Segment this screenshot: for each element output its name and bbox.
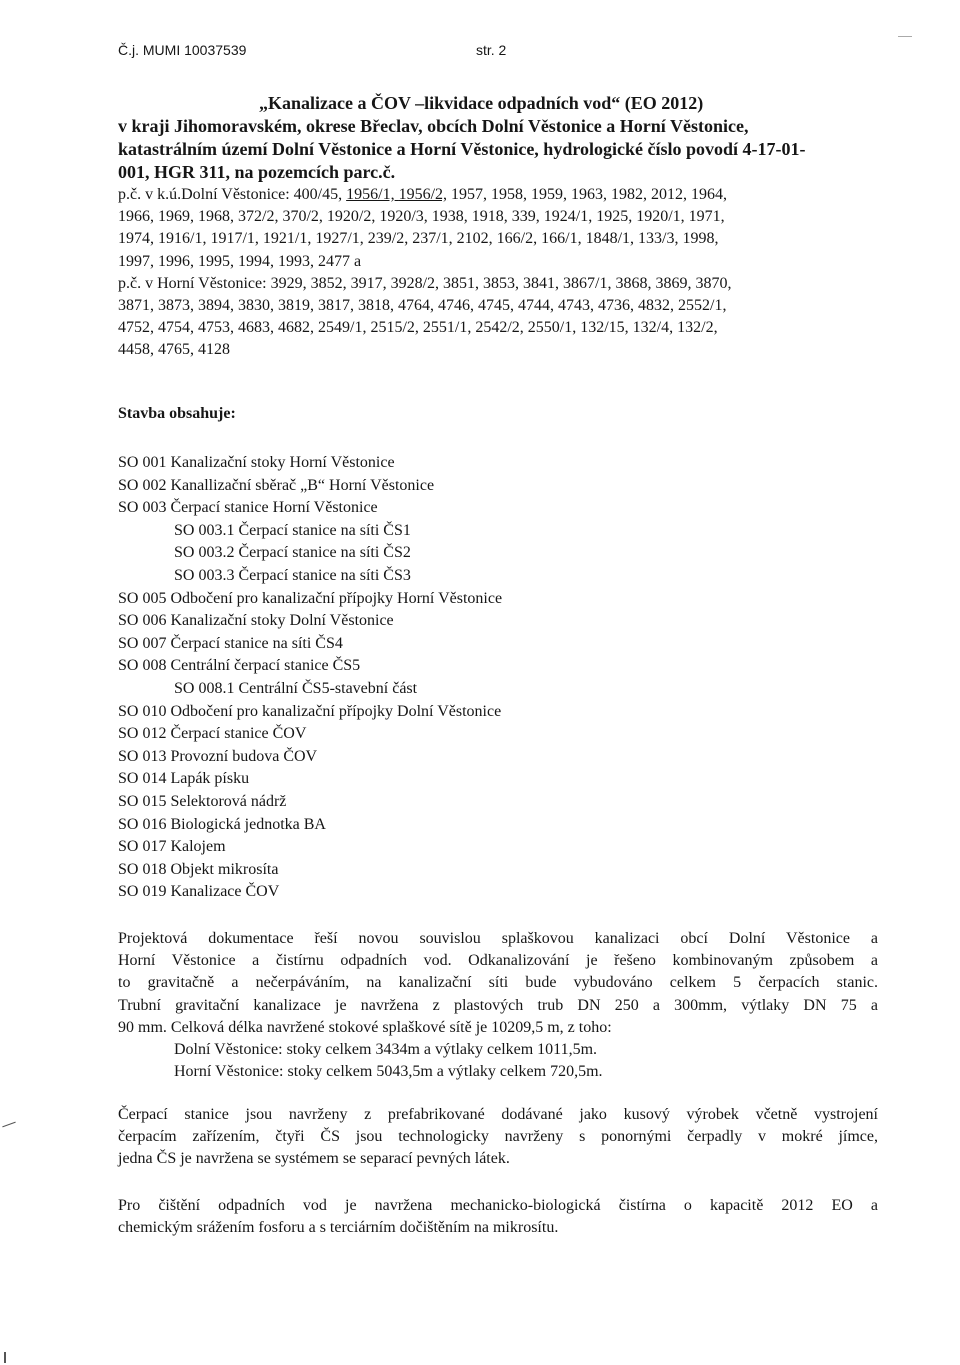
construction-object-list xyxy=(118,452,502,904)
title-line: katastrálním území Dolní Věstonice a Horní Věstonice, hydrologické číslo povodí 4-17-01- xyxy=(118,139,806,159)
document-title xyxy=(118,92,888,184)
list-item: SO 002 Kanallizační sběrač „B“ Horní Věstonice xyxy=(118,476,435,494)
paragraph-line: Dolní Věstonice: stoky celkem 3434m a výtlaky celkem 1011,5m. xyxy=(174,1041,598,1059)
parcel-line-dolni-first xyxy=(118,184,888,206)
title-line: 001, HGR 311, na pozemcích parc.č. xyxy=(118,162,396,182)
scan-mark xyxy=(898,36,912,37)
paragraph-treatment-plant xyxy=(118,1195,878,1239)
list-item: SO 007 Čerpací stanice na síti ČS4 xyxy=(118,634,343,652)
paragraph-line: Pro čištění odpadních vod je navržena mechanicko-biologická čistírna o kapacitě 2012 EO a xyxy=(118,1197,878,1214)
list-item: SO 017 Kalojem xyxy=(118,838,226,856)
paragraph-line: chemickým srážením fosforu a s terciárním dočištěním na mikrosítu. xyxy=(118,1219,559,1237)
list-item: SO 013 Provozní budova ČOV xyxy=(118,747,318,765)
parcel-line: 1966, 1969, 1968, 372/2, 370/2, 1920/2, 1920/3, 1938, 1918, 339, 1924/1, 1925, 1920/1, 1971, xyxy=(118,208,725,226)
paragraph-line: Projektová dokumentace řeší novou souvislou splaškovou kanalizaci obcí Dolní Věstonice a xyxy=(118,930,878,947)
list-item: SO 010 Odbočení pro kanalizační přípojky Dolní Věstonice xyxy=(118,702,502,720)
parcel-underlined: 1956/2, xyxy=(398,186,448,203)
paragraph-project-description xyxy=(118,928,878,1083)
page-number: str. 2 xyxy=(476,42,507,58)
paragraph-pumping-stations xyxy=(118,1104,878,1171)
section-heading: Stavba obsahuje: xyxy=(118,405,236,422)
parcel-line: 3871, 3873, 3894, 3830, 3819, 3817, 3818, 4764, 4746, 4745, 4744, 4743, 4736, 4832, 2552/1, xyxy=(118,297,727,315)
paragraph-line: Horní Věstonice a čistírnu odpadních vod. Odkanalizování je řešeno kombinovaným způsobem a xyxy=(118,952,878,970)
paragraph-line: jedna ČS je navržena se systémem se separací pevných látek. xyxy=(118,1150,510,1168)
list-item: SO 019 Kanalizace ČOV xyxy=(118,883,280,901)
parcel-list xyxy=(118,184,888,362)
list-item: SO 012 Čerpací stanice ČOV xyxy=(118,725,307,743)
parcel-line: 4752, 4754, 4753, 4683, 4682, 2549/1, 2515/2, 2551/1, 2542/2, 2550/1, 132/15, 132/4, 132/2, xyxy=(118,319,718,337)
list-item: SO 015 Selektorová nádrž xyxy=(118,792,287,810)
parcel-underlined: 1956/1, xyxy=(346,186,395,203)
parcel-lead-dolni: p.č. v k.ú.Dolní Věstonice: 400/45, xyxy=(118,186,347,203)
parcel-line: 4458, 4765, 4128 xyxy=(118,341,230,359)
paragraph-line: čerpacím zařízením, čtyři ČS jsou technologicky navrženy s ponornými čerpadly v mokré jímce, xyxy=(118,1128,878,1146)
list-item: SO 003.3 Čerpací stanice na síti ČS3 xyxy=(174,566,411,584)
list-item: SO 016 Biologická jednotka BA xyxy=(118,815,326,833)
list-item: SO 006 Kanalizační stoky Dolní Věstonice xyxy=(118,612,394,630)
parcel-line: 1974, 1916/1, 1917/1, 1921/1, 1927/1, 239/2, 237/1, 2102, 166/2, 166/1, 1848/1, 133/3, 1998, xyxy=(118,230,719,248)
paragraph-line: to gravitačně a nečerpáváním, na kanalizační síti bude vybudováno celkem 5 čerpacích stanic. xyxy=(118,974,878,992)
list-item: SO 001 Kanalizační stoky Horní Věstonice xyxy=(118,454,395,471)
list-item: SO 003 Čerpací stanice Horní Věstonice xyxy=(118,499,378,517)
list-item: SO 008.1 Centrální ČS5-stavební část xyxy=(174,679,418,697)
list-item: SO 005 Odbočení pro kanalizační přípojky Horní Věstonice xyxy=(118,589,503,607)
scan-mark xyxy=(4,1352,6,1363)
paragraph-line: 90 mm. Celková délka navržené stokové splaškové sítě je 10209,5 m, z toho: xyxy=(118,1018,612,1036)
list-item: SO 014 Lapák písku xyxy=(118,770,250,788)
paragraph-line: Horní Věstonice: stoky celkem 5043,5m a výtlaky celkem 720,5m. xyxy=(174,1063,603,1081)
parcel-rest: 1957, 1958, 1959, 1963, 1982, 2012, 1964, xyxy=(447,186,728,203)
paragraph-line: Čerpací stanice jsou navrženy z prefabrikované dodávané jako kusový výrobek včetně vystrojení xyxy=(118,1106,878,1123)
title-line: v kraji Jihomoravském, okrese Břeclav, obcích Dolní Věstonice a Horní Věstonice, xyxy=(118,116,749,136)
list-item: SO 003.1 Čerpací stanice na síti ČS1 xyxy=(174,521,411,539)
list-item: SO 018 Objekt mikrosíta xyxy=(118,860,279,878)
parcel-line: 1997, 1996, 1995, 1994, 1993, 2477 a xyxy=(118,252,362,270)
scan-mark xyxy=(2,1122,15,1128)
list-item: SO 008 Centrální čerpací stanice ČS5 xyxy=(118,657,361,675)
document-reference-number: Č.j. MUMI 10037539 xyxy=(118,42,247,58)
title-line: „Kanalizace a ČOV –likvidace odpadních vod“ (EO 2012) xyxy=(259,93,704,113)
list-item: SO 003.2 Čerpací stanice na síti ČS2 xyxy=(174,544,411,562)
parcel-line: p.č. v Horní Věstonice: 3929, 3852, 3917, 3928/2, 3851, 3853, 3841, 3867/1, 3868, 3869, 3870, xyxy=(118,274,732,292)
paragraph-line: Trubní gravitační kanalizace je navržena z plastových trub DN 250 a 300mm, výtlaky DN 75 a xyxy=(118,996,878,1014)
